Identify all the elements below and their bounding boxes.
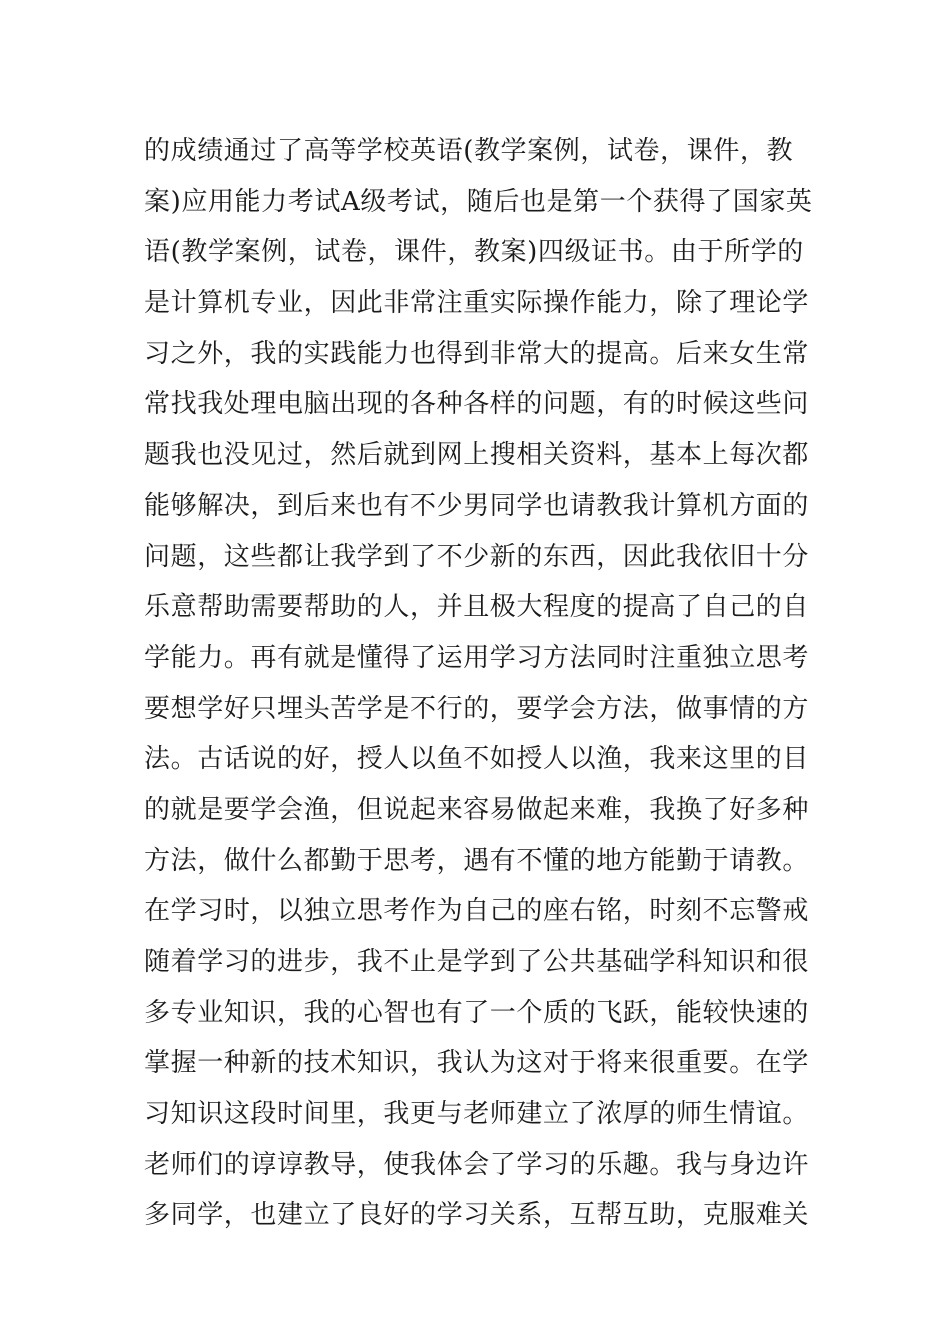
- text-line: 乐意帮助需要帮助的人，并且极大程度的提高了自己的自: [144, 592, 810, 623]
- text-line: 学能力。再有就是懂得了运用学习方法同时注重独立思考: [144, 642, 810, 673]
- text-line: 在学习时，以独立思考作为自己的座右铭，时刻不忘警戒: [144, 896, 810, 927]
- text-line: 常找我处理电脑出现的各种各样的问题，有的时候这些问: [144, 389, 810, 420]
- text-line: 方法，做什么都勤于思考，遇有不懂的地方能勤于请教。: [144, 845, 810, 876]
- text-line: 习知识这段时间里，我更与老师建立了浓厚的师生情谊。: [144, 1099, 810, 1130]
- text-line: 要想学好只埋头苦学是不行的，要学会方法，做事情的方: [144, 693, 810, 724]
- text-line: 题我也没见过，然后就到网上搜相关资料，基本上每次都: [144, 440, 810, 471]
- text-line: 习之外，我的实践能力也得到非常大的提高。后来女生常: [144, 338, 810, 369]
- text-line: 的就是要学会渔，但说起来容易做起来难，我换了好多种: [144, 794, 810, 825]
- text-line: 问题，这些都让我学到了不少新的东西，因此我依旧十分: [144, 541, 810, 572]
- text-line: 法。古话说的好，授人以鱼不如授人以渔，我来这里的目: [144, 744, 810, 775]
- text-line: 老师们的谆谆教导，使我体会了学习的乐趣。我与身边许: [144, 1149, 810, 1180]
- text-line: 随着学习的进步，我不止是学到了公共基础学科知识和很: [144, 947, 810, 977]
- text-line: 语(教学案例，试卷，课件，教案)四级证书。由于所学的: [144, 237, 804, 268]
- text-line: 是计算机专业，因此非常注重实际操作能力，除了理论学: [144, 288, 810, 319]
- text-line: 的成绩通过了高等学校英语(教学案例，试卷，课件，教: [144, 136, 794, 166]
- body-text: [144, 126, 814, 1241]
- text-line: 多专业知识，我的心智也有了一个质的飞跃，能较快速的: [144, 997, 810, 1028]
- text-line: 掌握一种新的技术知识，我认为这对于将来很重要。在学: [144, 1048, 810, 1079]
- text-line: 多同学，也建立了良好的学习关系，互帮互助，克服难关: [144, 1200, 810, 1231]
- text-line: 能够解决，到后来也有不少男同学也请教我计算机方面的: [144, 490, 810, 521]
- text-line: 案)应用能力考试A级考试，随后也是第一个获得了国家英: [144, 186, 813, 217]
